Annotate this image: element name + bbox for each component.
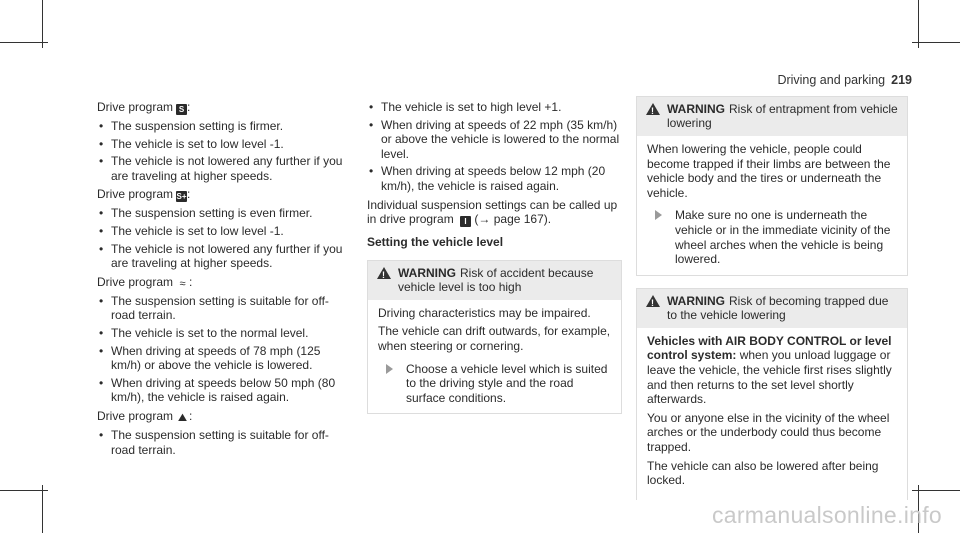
drive-program-icon: S+ [176,192,187,202]
list-item: • The vehicle is set to low level -1. [97,224,352,239]
action-step [647,208,899,266]
warning-text: Driving characteristics may be impaired. [378,305,591,320]
colon: : [189,408,193,423]
drive-program-intro [97,100,352,115]
list-item: • When driving at speeds of 78 mph (125 km/h) or above the vehicle is lowered. [97,344,352,373]
list-item: • The suspension setting is suitable for off-road terrain. [97,428,352,457]
crop-mark [0,42,48,43]
crop-mark [912,490,960,491]
watermark: carmanualsonline.info [711,502,942,528]
bullet-list [97,294,352,405]
middle-column [367,100,622,414]
paragraph-text: Individual suspension settings can be called up in drive program [367,197,618,227]
section-title: Driving and parking [777,73,886,87]
drive-program-icon: S [176,104,187,115]
page-header [777,73,912,87]
bullet-list [97,119,352,183]
warning-header [368,261,621,300]
crop-mark [918,0,919,48]
action-step [378,362,613,406]
list-item: • The suspension setting is even firmer. [97,206,352,221]
arrow-right-icon [655,210,662,220]
right-column [636,96,908,500]
warning-header [637,97,907,136]
warning-icon [646,103,660,115]
intro-text: Drive program [97,187,174,202]
list-item: • The suspension setting is firmer. [97,119,352,134]
colon: : [187,187,191,202]
list-item: • The vehicle is set to the normal level. [97,326,352,341]
warning-text: You or anyone else in the vicinity of the wheel arches or the underbody could thus become trapped. [647,410,890,454]
warning-body [637,136,907,275]
drive-program-intro [97,409,352,424]
warning-label: WARNING [398,265,456,280]
list-item: • When driving at speeds of 22 mph (35 km/h) or above the vehicle is lowered to the normal level. [367,118,622,162]
page-reference-link[interactable]: (→ page 167). [474,212,552,227]
warning-icon [646,295,660,307]
high-level-list [367,100,622,194]
warning-text: When lowering the vehicle, people could become trapped if their limbs are between the vehicle body and the tires or underneath the vehicle. [647,142,891,200]
warning-body [368,300,621,414]
warning-header [637,289,907,328]
crop-mark [42,485,43,533]
list-item: • The vehicle is not lowered any further if you are traveling at higher speeds. [97,154,352,183]
warning-box [636,288,908,500]
warning-text [647,334,899,407]
warning-title: Risk of becoming trapped due to the vehicle lowering [667,293,889,322]
intro-text: Drive program [97,408,174,423]
drive-program-intro [97,275,352,290]
warning-title: Risk of accident because vehicle level is too high [398,265,594,294]
list-item: • The vehicle is set to low level -1. [97,137,352,152]
paragraph [367,198,622,228]
warning-icon [377,267,391,279]
list-item: • The suspension setting is suitable for off-road terrain. [97,294,352,323]
crop-mark [0,490,48,491]
page-number: 219 [891,73,912,87]
step-text: Make sure no one is underneath the vehicle or in the immediate vicinity of the wheel arches when the vehicle is being lowered. [675,208,891,267]
intro-text: Drive program [97,100,174,114]
step-text: Choose a vehicle level which is suited to the driving style and the road surface conditions. [406,361,608,405]
bullet-list [97,206,352,270]
warning-body [637,328,907,500]
arrow-right-icon [386,364,393,374]
warning-text: The vehicle can drift outwards, for example, when steering or cornering. [378,324,611,353]
warning-title: Risk of entrapment from vehicle lowering [667,102,898,130]
warning-text: The vehicle can also be lowered after being locked. [647,458,879,488]
list-item: • The vehicle is not lowered any further if you are traveling at higher speeds. [97,242,352,271]
drive-program-icon: ⛰ [177,411,188,424]
warning-label: WARNING [667,293,725,308]
list-item: • The vehicle is set to high level +1. [367,100,622,115]
warning-box [367,260,622,415]
left-column [97,100,352,461]
colon: : [187,100,191,114]
intro-text: Drive program [97,274,174,289]
section-heading: Setting the vehicle level [367,235,504,250]
warning-label: WARNING [667,102,725,116]
crop-mark [912,42,960,43]
warning-lead-rest: when you unload luggage or leave the vehicle, the vehicle first rises slightly and then returns to the set level shortly afterwards. [647,348,892,407]
drive-program-icon: I [460,216,471,227]
drive-program-intro [97,187,352,202]
warning-bold-lead: Vehicles with AIR BODY CONTROL or level control system: [647,333,892,363]
bullet-list [97,428,352,457]
warning-box [636,96,908,276]
list-item: • When driving at speeds below 12 mph (20 km/h), the vehicle is raised again. [367,164,622,193]
list-item: • When driving at speeds below 50 mph (80 km/h), the vehicle is raised again. [97,376,352,405]
colon: : [189,274,193,289]
crop-mark [42,0,43,48]
drive-program-icon: ≈ [176,279,189,290]
